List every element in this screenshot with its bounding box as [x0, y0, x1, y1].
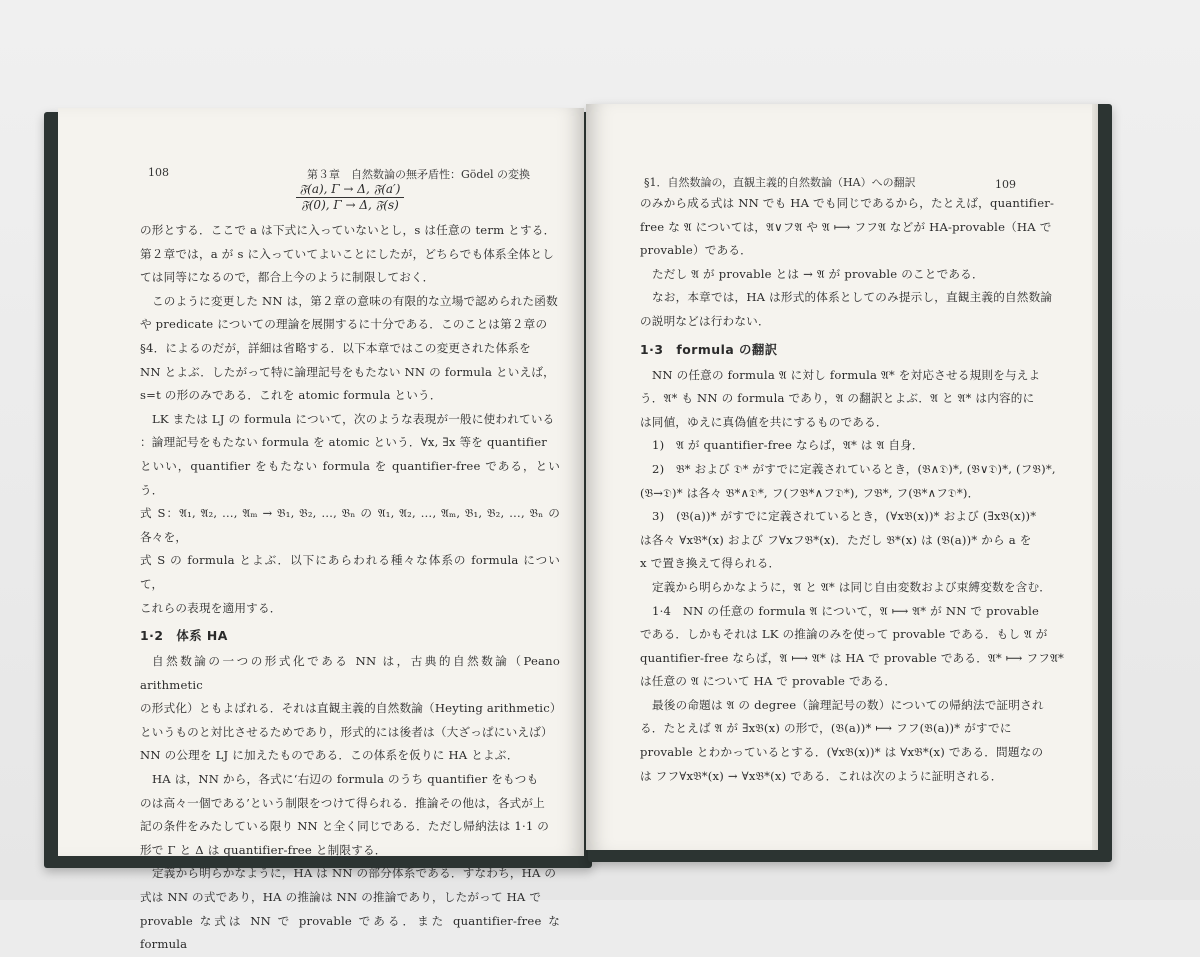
- text-line: といい，quantifier をもたない formula を quantifier-free である，という．: [140, 458, 560, 497]
- text-line: 1) 𝔄 が quantifier-free ならば，𝔄* は 𝔄 自身．: [652, 438, 924, 453]
- text-line: は任意の 𝔄 について HA で provable である．: [640, 674, 897, 689]
- section-heading: 1·2 体系 HA: [140, 628, 228, 644]
- left-running-title: 第３章 自然数論の無矛盾性：Gödel の変換: [307, 168, 530, 181]
- text-line: 自然数論の一つの形式化である NN は，古典的自然数論（Peano arithmetic: [140, 654, 560, 692]
- text-line: のは高々一個である’という制限をつけて得られる．推論その他は，各式が上: [140, 795, 545, 810]
- text-line: quantifier-free ならば，𝔄 ⟼ 𝔄* は HA で provable である．𝔄* ⟼ フフ𝔄*: [640, 650, 1064, 665]
- left-page-number: 108: [148, 166, 169, 179]
- text-line: NN の公理を LJ に加えたものである．この体系を仮りに HA とよぶ．: [140, 748, 519, 763]
- text-line: 式 S：𝔄₁, 𝔄₂, …, 𝔄ₘ → 𝔅₁, 𝔅₂, …, 𝔅ₙ の 𝔄₁, 𝔄₂, …, 𝔄ₘ, 𝔅₁, 𝔅₂, …, 𝔅ₙ の各々を，: [140, 506, 560, 544]
- text-line: ：論理記号をもたない formula を atomic という．∀x, ∃x 等を quantifier: [140, 435, 548, 450]
- text-line: NN とよぶ．したがって特に論理記号をもたない NN の formula といえば，: [140, 364, 555, 379]
- text-line: 式は NN の式であり，HA の推論は NN の推論であり，したがって HA で: [140, 890, 542, 905]
- text-line: (𝔅→𝔇)* は各々 𝔅*∧𝔇*, フ(フ𝔅*∧フ𝔇*), フ𝔅*, フ(𝔅*∧フ𝔇*)．: [640, 485, 980, 500]
- text-line: このように変更した NN は，第２章の意味の有限的な立場で認められた函数: [152, 293, 558, 308]
- formula-denominator: 𝔉(0), Γ → Δ, 𝔉(s): [301, 198, 399, 212]
- text-line: のみから成る式は NN でも HA でも同じであるから，たとえば，quantifier-: [640, 196, 1055, 210]
- text-line: は同値，ゆえに真偽値を共にするものである．: [640, 414, 888, 429]
- text-line: provable とわかっているとする．(∀x𝔅(x))* は ∀x𝔅*(x) である．問題なの: [640, 745, 1044, 760]
- text-line: や predicate についての理論を展開するに十分である．このことは第２章の: [140, 317, 548, 332]
- right-page: [586, 104, 1098, 850]
- text-line: ては同等になるので，都合上今のように制限しておく．: [140, 270, 435, 285]
- text-line: というものと対比させるためであり，形式的には後者は（大ざっぱにいえば）: [140, 724, 553, 739]
- text-line: る．たとえば 𝔄 が ∃x𝔅(x) の形で，(𝔅(a))* ⟼ フフ(𝔅(a))* がすでに: [640, 721, 1012, 736]
- text-line: provable）である．: [640, 243, 752, 258]
- text-line: free な 𝔄 については，𝔄∨フ𝔄 や 𝔄 ⟼ フフ𝔄 などが HA-provable（HA で: [640, 219, 1052, 234]
- left-page: [58, 108, 584, 952]
- text-line: 2) 𝔅* および 𝔇* がすでに定義されているとき，(𝔅∧𝔇)*, (𝔅∨𝔇)*, (フ𝔅)*,: [652, 461, 1056, 476]
- right-page-number: 109: [995, 178, 1016, 191]
- text-line: 定義から明らかなように，𝔄 と 𝔄* は同じ自由変数および束縛変数を含む．: [652, 579, 1052, 594]
- left-body-text: [140, 219, 560, 957]
- text-line: 形で Γ と Δ は quantifier-free と制限する．: [140, 842, 387, 857]
- text-line: §4．によるのだが，詳細は省略する．以下本章ではこの変更された体系を: [140, 340, 531, 355]
- text-line: NN の任意の formula 𝔄 に対し formula 𝔄* を対応させる規則を与えよ: [652, 367, 1041, 382]
- text-line: 定義から明らかなように，HA は NN の部分体系である．すなわち，HA の: [152, 866, 557, 881]
- right-running-title: §1．自然数論の，直観主義的自然数論（HA）への翻訳: [644, 176, 916, 189]
- text-line: これらの表現を適用する．: [140, 600, 282, 615]
- text-line: 第２章では，a が s に入っていてよいことにしたが，どちらでも体系全体とし: [140, 246, 554, 261]
- text-line: HA は，NN から，各式に‘右辺の formula のうち quantifier をもつも: [152, 772, 539, 787]
- text-line: LK または LJ の formula について，次のような表現が一般に使われている: [152, 411, 555, 426]
- text-line: 最後の命題は 𝔄 の degree（論理記号の数）についての帰納法で証明され: [652, 697, 1044, 712]
- induction-formula: [140, 182, 560, 213]
- text-line: なお，本章では，HA は形式的体系としてのみ提示し，直観主義的自然数論: [652, 290, 1053, 305]
- text-line: ただし 𝔄 が provable とは → 𝔄 が provable のことである．: [652, 266, 984, 281]
- text-line: の形式化）ともよばれる．それは直観主義的自然数論（Heyting arithmetic）: [140, 701, 562, 716]
- text-line: う．𝔄* も NN の formula であり，𝔄 の翻訳とよぶ．𝔄 と 𝔄* は内容的に: [640, 391, 1035, 406]
- text-line: は各々 ∀x𝔅*(x) および フ∀xフ𝔅*(x)．ただし 𝔅*(x) は (𝔅(a))* から a を: [640, 532, 1032, 547]
- text-line: provable な式は NN で provable である．また quantifier-free な formula: [140, 913, 560, 952]
- section-heading: 1·3 formula の翻訳: [640, 341, 778, 357]
- formula-numerator: 𝔉(a), Γ → Δ, 𝔉(a′): [296, 182, 405, 198]
- text-line: 式 S の formula とよぶ．以下にあらわれる種々な体系の formula について，: [140, 553, 560, 591]
- text-line: x で置き換えて得られる．: [640, 556, 781, 571]
- right-body-text: [640, 192, 1070, 788]
- text-line: s=t の形のみである．これを atomic formula という．: [140, 388, 442, 403]
- page-edge: [1092, 104, 1098, 850]
- text-line: の形とする．ここで a は下式に入っていないとし，s は任意の term とする．: [140, 223, 556, 237]
- text-line: は フフ∀x𝔅*(x) → ∀x𝔅*(x) である．これは次のように証明される．: [640, 768, 1003, 783]
- text-line: である．しかもそれは LK の推論のみを使って provable である．もし 𝔄 が: [640, 627, 1048, 642]
- text-line: 1·4 NN の任意の formula 𝔄 について，𝔄 ⟼ 𝔄* が NN で provable: [652, 603, 1040, 618]
- text-line: の説明などは行わない．: [640, 313, 770, 328]
- text-line: 記の条件をみたしている限り NN と全く同じである．ただし帰納法は 1·1 の: [140, 819, 550, 834]
- text-line: 3) (𝔅(a))* がすでに定義されているとき，(∀x𝔅(x))* および (∃x𝔅(x))*: [652, 509, 1037, 524]
